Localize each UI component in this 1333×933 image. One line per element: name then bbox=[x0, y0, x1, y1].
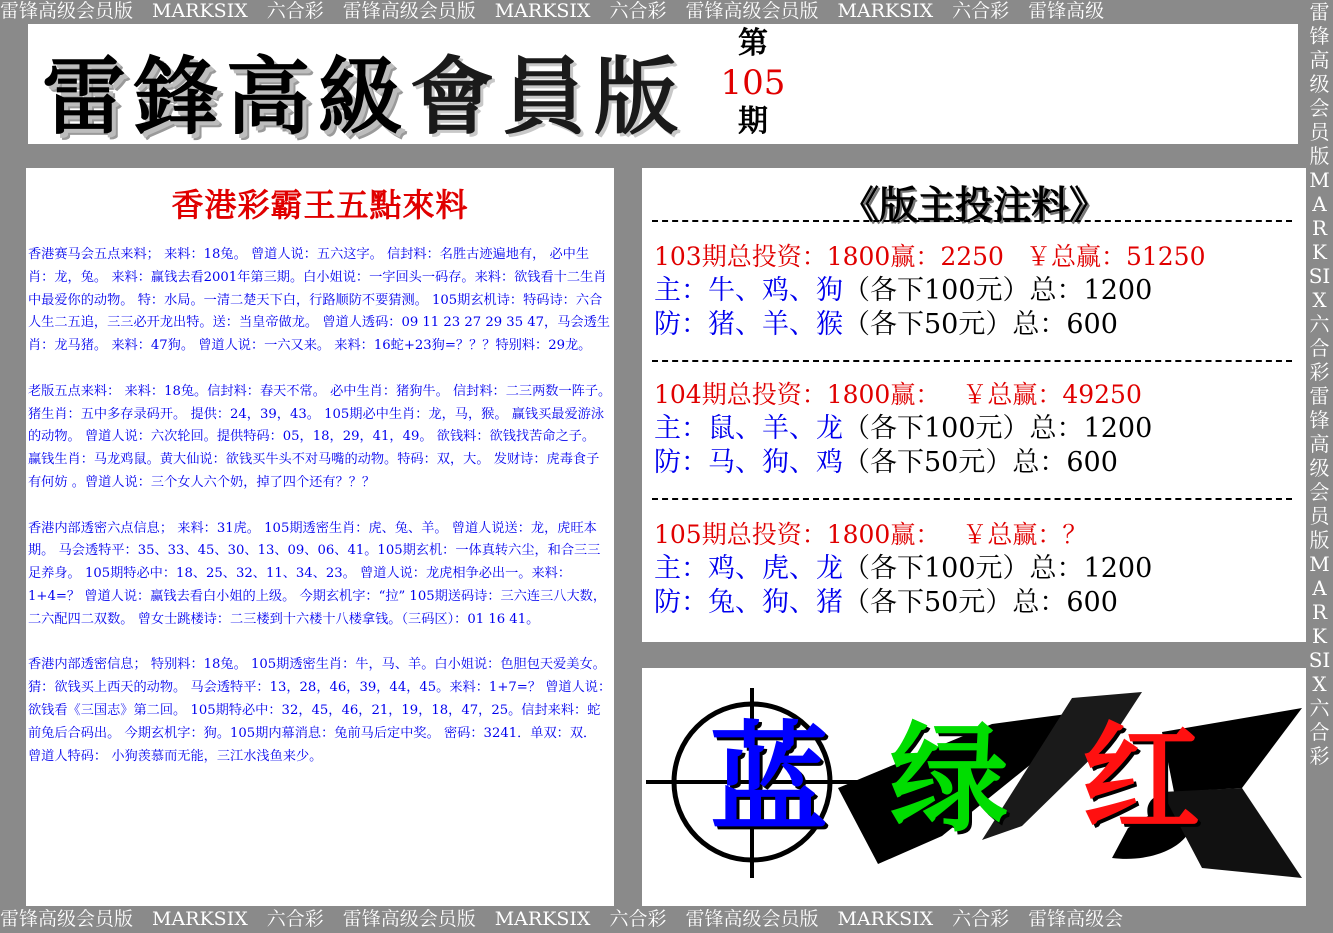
bet-defense-line bbox=[654, 308, 1294, 342]
issue-di-label: 第 bbox=[738, 26, 768, 61]
main-label: 主： bbox=[654, 275, 708, 306]
masthead-dark: 雷鋒高級 bbox=[42, 48, 411, 144]
bet-summary bbox=[654, 378, 1294, 412]
betting-panel bbox=[642, 168, 1306, 642]
left-panel-body bbox=[28, 244, 612, 791]
betting-panel-title: 《版主投注料》 bbox=[840, 183, 1107, 227]
dashed-divider bbox=[652, 220, 1292, 222]
right-banner-strip: 雷锋高级会员版MARKSIX六合彩雷锋高级会员版MARKSIX六合彩 bbox=[1308, 0, 1331, 768]
summary-investment: 103期总投资：1800赢：2250 bbox=[654, 242, 1004, 271]
summary-investment: 104期总投资：1800赢： bbox=[654, 380, 941, 409]
main-zodiac: 鼠、羊、龙 bbox=[708, 413, 843, 444]
issue-qi-label: 期 bbox=[738, 104, 768, 139]
bet-main-line bbox=[654, 412, 1294, 446]
summary-investment: 105期总投资：1800赢： bbox=[654, 520, 941, 549]
main-zodiac: 牛、鸡、狗 bbox=[708, 275, 843, 306]
color-logo-panel bbox=[642, 668, 1306, 906]
main-label: 主： bbox=[654, 413, 708, 444]
issue-number: 105 bbox=[720, 63, 786, 103]
defense-zodiac: 兔、狗、猪 bbox=[708, 587, 843, 618]
red-label: 红 bbox=[1082, 710, 1201, 848]
bet-summary bbox=[654, 518, 1294, 552]
masthead-title bbox=[42, 30, 686, 144]
left-panel-title: 香港彩霸王五點來料 bbox=[171, 186, 469, 224]
bet-defense-line bbox=[654, 446, 1294, 480]
bet-block-103 bbox=[654, 240, 1294, 342]
header-blank-area bbox=[800, 24, 1298, 144]
main-note: （各下100元）总：1200 bbox=[843, 553, 1153, 584]
main-note: （各下100元）总：1200 bbox=[843, 275, 1153, 306]
left-info-panel bbox=[26, 168, 614, 906]
defense-label: 防： bbox=[654, 587, 708, 618]
issue-box bbox=[718, 26, 788, 140]
blue-label: 蓝 bbox=[710, 710, 829, 848]
top-banner-strip: 雷锋高级会员版 MARKSIX 六合彩 雷锋高级会员版 MARKSIX 六合彩 雷锋高级会员版 MARKSIX 六合彩 雷锋高级 bbox=[0, 0, 1105, 22]
info-paragraph-2: 老版五点来料： 来料：18兔。信封料：春天不常。 必中生肖：猪狗牛。 信封料：二三两数一阵子。猪生肖：五中多存录码开。 提供：24，39，43。 105期必中生肖：龙，马，猴。 赢钱买最爱游泳的动物。 曾道人说：六次轮回。提供特码：05，18，29，41，49。 欲钱料：欲钱找苦命之子。 赢钱生肖：马龙鸡鼠。黄大仙说：欲钱买牛头不对马嘴的动物。特码：双，大。 发财诗：虎毒食子有何妨 。曾道人说：三个女人六个奶，掉了四个还有？？？ bbox=[28, 383, 612, 490]
bet-summary bbox=[654, 240, 1294, 274]
green-label: 绿 bbox=[890, 710, 1009, 848]
summary-total: ￥总赢：？ bbox=[962, 520, 1088, 549]
defense-note: （各下50元）总：600 bbox=[843, 309, 1118, 340]
summary-total: ￥总赢：51250 bbox=[1025, 242, 1206, 271]
main-label: 主： bbox=[654, 553, 708, 584]
main-zodiac: 鸡、虎、龙 bbox=[708, 553, 843, 584]
bet-defense-line bbox=[654, 586, 1294, 620]
bet-block-104 bbox=[654, 378, 1294, 480]
main-note: （各下100元）总：1200 bbox=[843, 413, 1153, 444]
info-paragraph-4: 香港内部透密信息； 特别料：18兔。 105期透密生肖：牛，马、羊。白小姐说：色胆包天爱美女。猜：欲钱买上西天的动物。 马会透特平：13，28，46，39，44，45。来料：1+7=？ 曾道人说：欲钱看《三国志》第二回。 105期特必中：32，45，46，21，19，18，47，25。信封来料：蛇前兔后合码出。 今期玄机字：狗。105期内幕消息：兔前马后定中奖。 密码：3241．单双：双． 曾道人特码： 小狗羡慕而无能，三江水浅鱼来少。 bbox=[28, 657, 612, 764]
bottom-banner-strip: 雷锋高级会员版 MARKSIX 六合彩 雷锋高级会员版 MARKSIX 六合彩 雷锋高级会员版 MARKSIX 六合彩 雷锋高级会 bbox=[0, 908, 1124, 930]
header-panel bbox=[28, 24, 1298, 144]
summary-total: ￥总赢：49250 bbox=[962, 380, 1142, 409]
defense-note: （各下50元）总：600 bbox=[843, 447, 1118, 478]
bet-main-line bbox=[654, 274, 1294, 308]
defense-zodiac: 猪、羊、猴 bbox=[708, 309, 843, 340]
masthead-light: 會員版 bbox=[410, 48, 687, 144]
defense-label: 防： bbox=[654, 447, 708, 478]
info-paragraph-1: 香港赛马会五点来料； 来料：18兔。 曾道人说：五六这字。 信封料：名胜古迹遍地有， 必中生肖：龙，兔。 来料：赢钱去看2001年第三期。白小姐说：一字回头一码存。来料：欲钱看十二生肖中最爱你的动物。 特：水局。一清二楚天下白，行路顺防不要猜测。 105期玄机诗：特码诗：六合人生二五追，三三必开龙出特。送：当皇帝做龙。 曾道人透码：09 11 23 27 29 35 47，马会透生肖：龙马猪。 来料：47狗。 曾道人说：一六又来。 来料：16蛇+23狗=？？？特别料：29龙。 bbox=[28, 247, 610, 354]
defense-label: 防： bbox=[654, 309, 708, 340]
defense-zodiac: 马、狗、鸡 bbox=[708, 447, 843, 478]
bet-block-105 bbox=[654, 518, 1294, 620]
bet-main-line bbox=[654, 552, 1294, 586]
info-paragraph-3: 香港内部透密六点信息； 来料：31虎。 105期透密生肖：虎、兔、羊。 曾道人说送：龙，虎旺本期。 马会透特平：35、33、45、30、13、09、06、41。105期玄机：一体真转六尘，和合三三足养身。 105期特必中：18、25、32、11、34、23。 曾道人说：龙虎相争必出一。来料：1+4=？ 曾道人说：赢钱去看白小姐的上级。 今期玄机字：“拉” 105期送码诗：三六连三八大数，二六配四二双数。 曾女士跳楼诗：二三楼到十六楼十八楼拿钱。（三码区）：01 16 41。 bbox=[28, 520, 607, 627]
defense-note: （各下50元）总：600 bbox=[843, 587, 1118, 618]
dashed-divider bbox=[652, 360, 1292, 362]
dashed-divider bbox=[652, 498, 1292, 500]
